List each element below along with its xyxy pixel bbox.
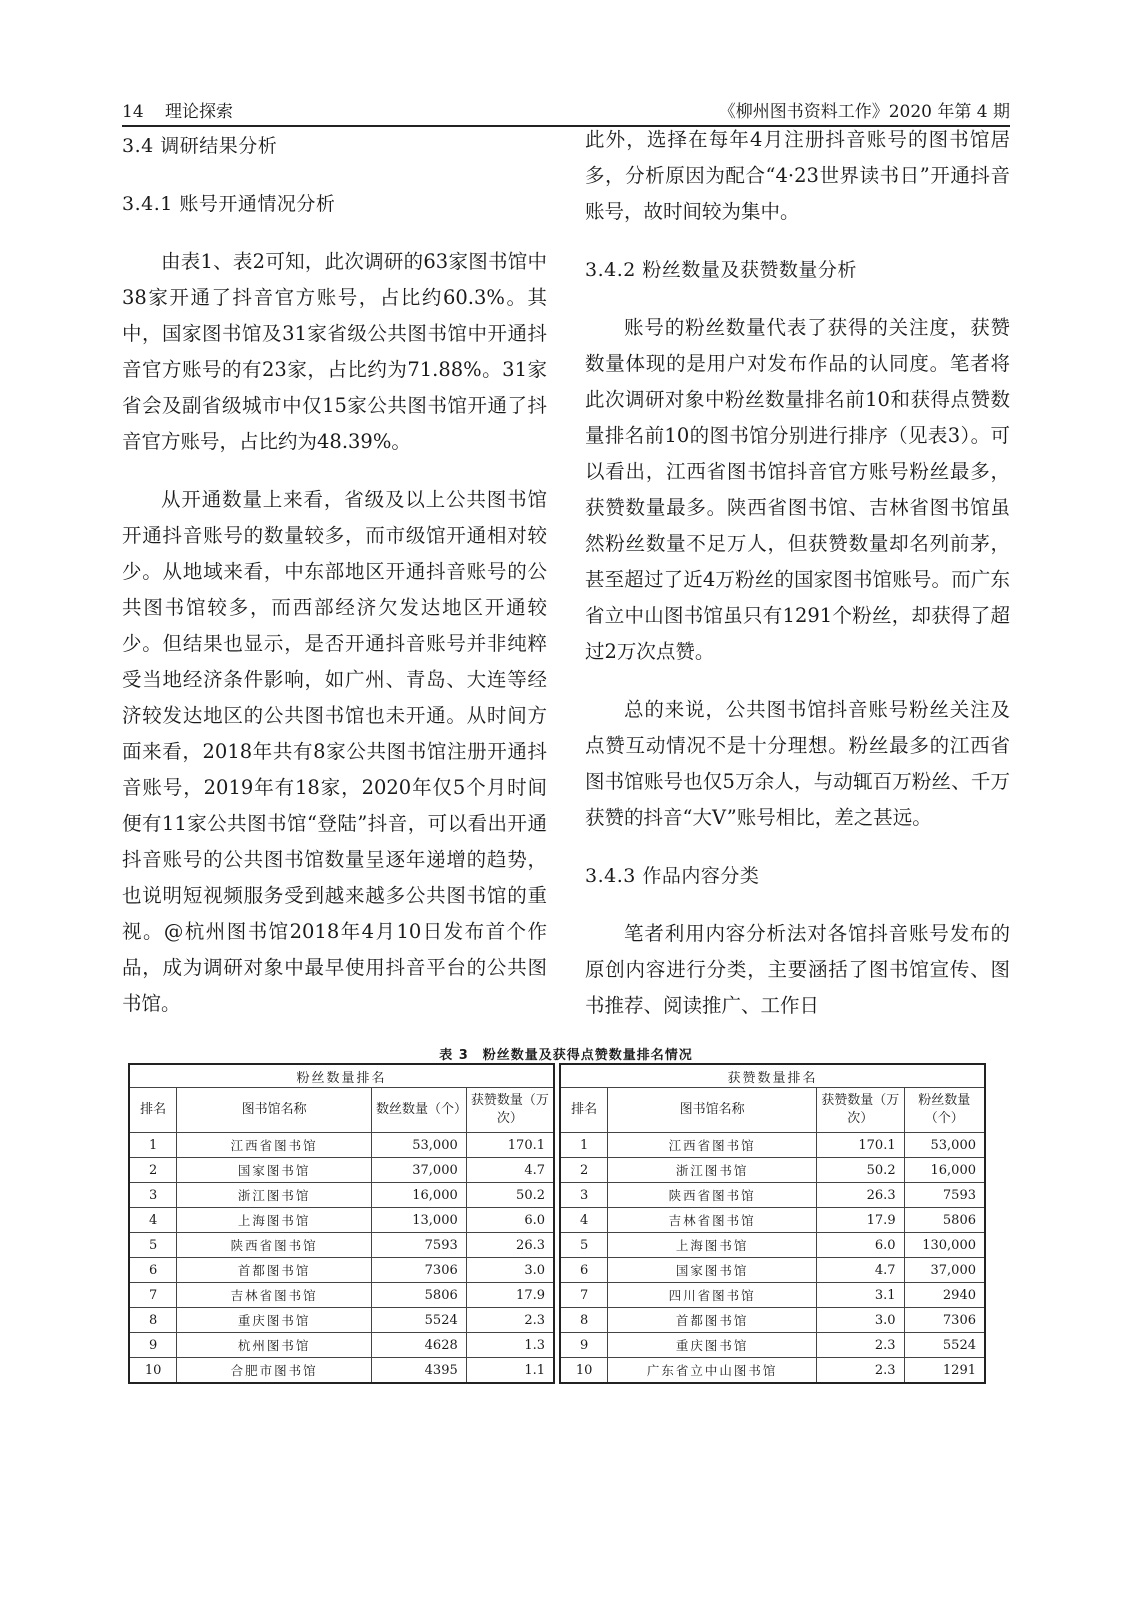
subsection-heading-3-4-1: 3.4.1 账号开通情况分析: [122, 193, 336, 215]
header-left: [122, 97, 249, 122]
table-cell: 9: [129, 1333, 177, 1358]
table-cell: 3: [129, 1183, 177, 1208]
table-cell: 9: [560, 1333, 608, 1358]
column-header: 获赞数量（万次）: [816, 1088, 904, 1133]
paragraph-continued: 此外，选择在每年4月注册抖音账号的图书馆居多，分析原因为配合“4·23世界读书日”开通抖音账号，故时间较为集中。: [585, 128, 1010, 223]
table-cell: 4: [129, 1208, 177, 1233]
table-cell: 1.3: [466, 1333, 554, 1358]
table-cell: 3.0: [816, 1308, 904, 1333]
paragraph: 笔者利用内容分析法对各馆抖音账号发布的原创内容进行分类，主要涵括了图书馆宣传、图书推荐、阅读推广、工作日: [585, 922, 1010, 1017]
table-cell: 53,000: [904, 1133, 985, 1158]
table-caption: 表 3 粉丝数量及获得点赞数量排名情况: [439, 1048, 693, 1063]
table-cell: 首都图书馆: [177, 1258, 372, 1283]
table-cell: 17.9: [466, 1283, 554, 1308]
table-row: [560, 1208, 985, 1233]
table-cell: 4: [560, 1208, 608, 1233]
table-cell: 6.0: [466, 1208, 554, 1233]
table-cell: 6: [560, 1258, 608, 1283]
table-cell: 7593: [904, 1183, 985, 1208]
table-cell: 50.2: [466, 1183, 554, 1208]
table-cell: 8: [560, 1308, 608, 1333]
table-cell: 吉林省图书馆: [608, 1208, 817, 1233]
left-column: [122, 128, 547, 1044]
table-cell: 13,000: [372, 1208, 467, 1233]
table-cell: 26.3: [816, 1183, 904, 1208]
fans-ranking-title: 粉丝数量排名: [129, 1064, 554, 1088]
table-cell: 4.7: [466, 1158, 554, 1183]
table-row: [560, 1158, 985, 1183]
table-cell: 陕西省图书馆: [608, 1183, 817, 1208]
column-header: 数丝数量（个）: [372, 1088, 467, 1133]
table-cell: 6.0: [816, 1233, 904, 1258]
table-row: [560, 1258, 985, 1283]
table-cell: 5: [560, 1233, 608, 1258]
likes-ranking-title: 获赞数量排名: [560, 1064, 985, 1088]
right-column: [585, 122, 1010, 1046]
table-cell: 4.7: [816, 1258, 904, 1283]
paragraph: 账号的粉丝数量代表了获得的关注度，获赞数量体现的是用户对发布作品的认同度。笔者将此次调研对象中粉丝数量排名前10和获得点赞数量排名前10的图书馆分别进行排序（见表3）。可以看出，江西省图书馆抖音官方账号粉丝最多，获赞数量最多。陕西省图书馆、吉林省图书馆虽然粉丝数量不足万人，但获赞数量却名列前茅，甚至超过了近4万粉丝的国家图书馆账号。而广东省立中山图书馆虽只有1291个粉丝，却获得了超过2万次点赞。: [585, 316, 1010, 663]
table-cell: 吉林省图书馆: [177, 1283, 372, 1308]
table-cell: 7593: [372, 1233, 467, 1258]
table-cell: 5806: [904, 1208, 985, 1233]
paragraph: 由表1、表2可知，此次调研的63家图书馆中38家开通了抖音官方账号，占比约60.3%。其中，国家图书馆及31家省级公共图书馆中开通抖音官方账号的有23家，占比约为71.88%。31家省会及副省级城市中仅15家公共图书馆开通了抖音官方账号，占比约为48.39%。: [122, 250, 547, 453]
table-cell: 170.1: [466, 1133, 554, 1158]
table-cell: 1: [129, 1133, 177, 1158]
column-header: 排名: [129, 1088, 177, 1133]
column-header: 图书馆名称: [608, 1088, 817, 1133]
table-cell: 8: [129, 1308, 177, 1333]
table-cell: 3.0: [466, 1258, 554, 1283]
table-row: [129, 1183, 554, 1208]
table-cell: 2940: [904, 1283, 985, 1308]
table-cell: 7306: [372, 1258, 467, 1283]
table-cell: 37,000: [904, 1258, 985, 1283]
section-name: 理论探索: [165, 102, 234, 122]
column-header: 图书馆名称: [177, 1088, 372, 1133]
table-cell: 5806: [372, 1283, 467, 1308]
fans-ranking-table: [128, 1063, 555, 1384]
table-cell: 10: [560, 1358, 608, 1384]
table-row: [560, 1358, 985, 1384]
table-3: [128, 1063, 1004, 1384]
subsection-heading-3-4-3: 3.4.3 作品内容分类: [585, 865, 760, 887]
table-cell: 170.1: [816, 1133, 904, 1158]
table-cell: 4395: [372, 1358, 467, 1384]
journal-title: 《柳州图书资料工作》2020 年第 4 期: [718, 102, 1010, 122]
table-cell: 1.1: [466, 1358, 554, 1384]
table-row: [129, 1133, 554, 1158]
table-cell: 重庆图书馆: [177, 1308, 372, 1333]
table-cell: 重庆图书馆: [608, 1333, 817, 1358]
table-cell: 江西省图书馆: [608, 1133, 817, 1158]
section-heading: 3.4 调研结果分析: [122, 135, 278, 157]
table-row: [129, 1333, 554, 1358]
table-row: [129, 1233, 554, 1258]
table-cell: 合肥市图书馆: [177, 1358, 372, 1384]
table-row: [129, 1158, 554, 1183]
table-cell: 国家图书馆: [177, 1158, 372, 1183]
table-cell: 四川省图书馆: [608, 1283, 817, 1308]
table-row: [560, 1233, 985, 1258]
table-row: [129, 1283, 554, 1308]
table-cell: 3.1: [816, 1283, 904, 1308]
table-cell: 上海图书馆: [608, 1233, 817, 1258]
table-cell: 5524: [372, 1308, 467, 1333]
table-cell: 浙江图书馆: [177, 1183, 372, 1208]
table-cell: 4628: [372, 1333, 467, 1358]
page-number: 14: [122, 102, 144, 122]
table-cell: 陕西省图书馆: [177, 1233, 372, 1258]
table-cell: 浙江图书馆: [608, 1158, 817, 1183]
table-row: [560, 1133, 985, 1158]
table-row: [129, 1358, 554, 1384]
table-cell: 16,000: [904, 1158, 985, 1183]
table-cell: 2.3: [466, 1308, 554, 1333]
table-cell: 17.9: [816, 1208, 904, 1233]
table-cell: 2.3: [816, 1333, 904, 1358]
table-cell: 首都图书馆: [608, 1308, 817, 1333]
table-cell: 5524: [904, 1333, 985, 1358]
table-row: [560, 1183, 985, 1208]
table-cell: 2.3: [816, 1358, 904, 1384]
column-header: 排名: [560, 1088, 608, 1133]
table-cell: 3: [560, 1183, 608, 1208]
table-cell: 上海图书馆: [177, 1208, 372, 1233]
table-cell: 1291: [904, 1358, 985, 1384]
table-cell: 2: [560, 1158, 608, 1183]
table-cell: 2: [129, 1158, 177, 1183]
paragraph: 总的来说，公共图书馆抖音账号粉丝关注及点赞互动情况不是十分理想。粉丝最多的江西省图书馆账号也仅5万余人，与动辄百万粉丝、千万获赞的抖音“大V”账号相比，差之甚远。: [585, 698, 1010, 829]
column-header: 粉丝数量（个）: [904, 1088, 985, 1133]
table-cell: 5: [129, 1233, 177, 1258]
table-row: [129, 1208, 554, 1233]
paragraph: 从开通数量上来看，省级及以上公共图书馆开通抖音账号的数量较多，而市级馆开通相对较少。从地域来看，中东部地区开通抖音账号的公共图书馆较多，而西部经济欠发达地区开通较少。但结果也显示，是否开通抖音账号并非纯粹受当地经济条件影响，如广州、青岛、大连等经济较发达地区的公共图书馆也未开通。从时间方面来看，2018年共有8家公共图书馆注册开通抖音账号，2019年有18家，2020年仅5个月时间 便有11家公共图书馆“登陆”抖音，可以看出开通抖音账号的公共图书馆数量呈逐年递增的趋势，也说明短视频服务受到越来越多公共图书馆的重视。@杭州图书馆2018年4月10日发布首个作品，成为调研对象中最早使用抖音平台的公共图书馆。: [122, 488, 547, 1015]
table-cell: 6: [129, 1258, 177, 1283]
table-cell: 广东省立中山图书馆: [608, 1358, 817, 1384]
table-cell: 26.3: [466, 1233, 554, 1258]
table-cell: 16,000: [372, 1183, 467, 1208]
table-cell: 50.2: [816, 1158, 904, 1183]
table-cell: 杭州图书馆: [177, 1333, 372, 1358]
table-cell: 7: [560, 1283, 608, 1308]
table-row: [560, 1308, 985, 1333]
table-cell: 国家图书馆: [608, 1258, 817, 1283]
table-cell: 7306: [904, 1308, 985, 1333]
table-row: [129, 1308, 554, 1333]
table-row: [129, 1258, 554, 1283]
subsection-heading-3-4-2: 3.4.2 粉丝数量及获赞数量分析: [585, 259, 857, 281]
table-cell: 10: [129, 1358, 177, 1384]
table-cell: 130,000: [904, 1233, 985, 1258]
table-row: [560, 1333, 985, 1358]
table-cell: 1: [560, 1133, 608, 1158]
table-cell: 7: [129, 1283, 177, 1308]
column-header: 获赞数量（万次）: [466, 1088, 554, 1133]
likes-ranking-table: [559, 1063, 986, 1384]
table-cell: 37,000: [372, 1158, 467, 1183]
table-cell: 江西省图书馆: [177, 1133, 372, 1158]
table-cell: 53,000: [372, 1133, 467, 1158]
table-row: [560, 1283, 985, 1308]
